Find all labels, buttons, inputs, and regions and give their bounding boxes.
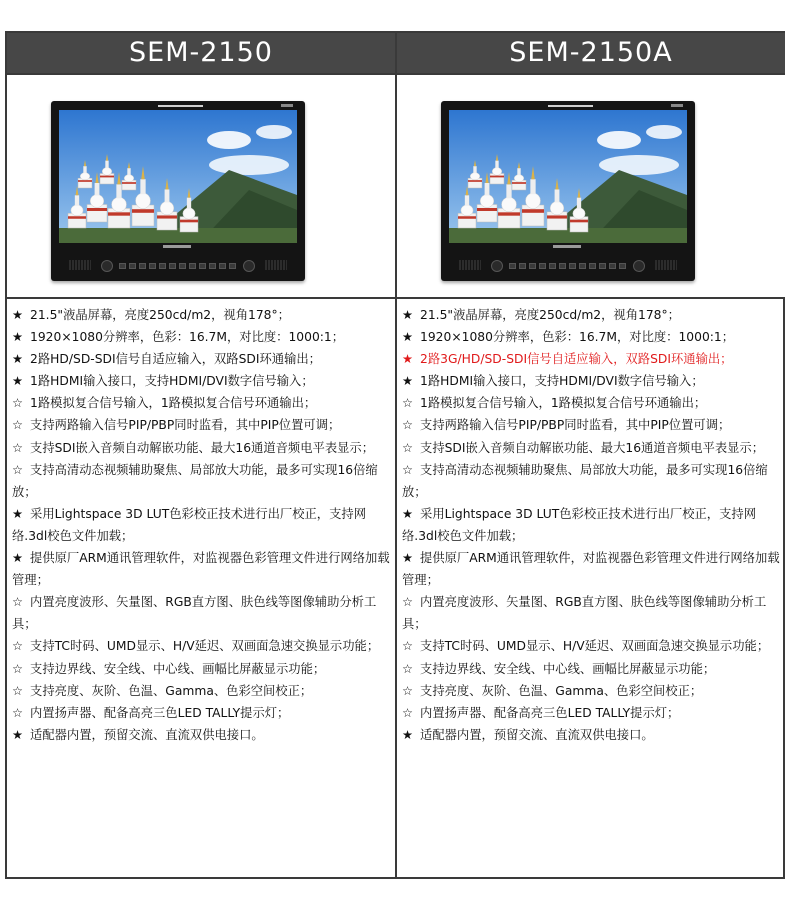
star-outline-icon: ☆ [12, 595, 24, 610]
feature-text: 支持高清动态视频辅助聚焦、局部放大功能，最多可实现16倍缩放； [402, 462, 768, 499]
feature-text: 内置亮度波形、矢量图、RGB直方图、肤色线等图像辅助分析工具； [402, 595, 767, 632]
feature-text: 适配器内置，预留交流、直流双供电接口。 [30, 727, 264, 742]
feature-text: 1920×1080分辨率，色彩：16.7M，对比度：1000:1； [30, 330, 345, 345]
monitor-top-led [548, 105, 593, 107]
star-outline-icon: ☆ [12, 639, 24, 654]
front-panel-button [169, 263, 176, 269]
front-panel-button [569, 263, 576, 269]
model-title: SEM-2150 [7, 33, 395, 75]
feature-text: 采用Lightspace 3D LUT色彩校正技术进行出厂校正，支持网络.3dl校色文件加载； [402, 506, 756, 543]
feature-text: 采用Lightspace 3D LUT色彩校正技术进行出厂校正，支持网络.3dl校色文件加载； [12, 506, 366, 543]
feature-text: 支持两路输入信号PIP/PBP同时监看，其中PIP位置可调； [30, 418, 341, 433]
feature-item [402, 326, 785, 348]
feature-item [402, 503, 785, 547]
feature-text: 支持SDI嵌入音频自动解嵌功能、最大16通道音频电平表显示； [420, 440, 765, 455]
feature-text: 21.5"液晶屏幕，亮度250cd/m2，视角178°； [420, 308, 680, 322]
front-panel-button [579, 263, 586, 269]
star-outline-icon: ☆ [402, 683, 414, 698]
front-panel-button [189, 263, 196, 269]
speaker-grille [265, 260, 287, 270]
star-outline-icon: ☆ [402, 462, 414, 477]
product-image-cell [7, 75, 395, 299]
front-panel-button [149, 263, 156, 269]
speaker-grille [655, 260, 677, 270]
front-panel-button [559, 263, 566, 269]
feature-text: 2路3G/HD/SD-SDI信号自适应输入，双路SDI环通输出； [420, 352, 733, 367]
star-filled-icon: ★ [12, 551, 24, 566]
feature-item [12, 304, 395, 326]
star-filled-icon: ★ [12, 727, 24, 742]
star-outline-icon: ☆ [402, 661, 414, 676]
front-panel-button [219, 263, 226, 269]
control-knob-icon [633, 260, 645, 272]
feature-item [402, 459, 785, 503]
feature-item [12, 547, 395, 591]
feature-text: 支持TC时码、UMD显示、H/V延迟、双画面急速交换显示功能； [30, 639, 380, 654]
feature-text: 内置扬声器、配备高亮三色LED TALLY提示灯； [30, 705, 290, 720]
monitor-screen [59, 110, 297, 243]
power-knob-icon [101, 260, 113, 272]
front-panel-button [119, 263, 126, 269]
brand-logo [553, 245, 581, 248]
model-column-sem-2150a [395, 33, 785, 877]
feature-text: 支持边界线、安全线、中心线、画幅比屏蔽显示功能； [420, 661, 716, 676]
star-filled-icon: ★ [402, 330, 414, 345]
star-outline-icon: ☆ [12, 396, 24, 411]
feature-text: 21.5"液晶屏幕，亮度250cd/m2，视角178°； [30, 308, 290, 322]
control-knob-icon [243, 260, 255, 272]
star-filled-icon: ★ [402, 374, 414, 389]
front-panel-button [589, 263, 596, 269]
speaker-grille [459, 260, 481, 270]
model-column-sem-2150 [7, 33, 395, 877]
feature-text: 1路HDMI输入接口，支持HDMI/DVI数字信号输入； [30, 374, 314, 389]
front-panel-button [549, 263, 556, 269]
feature-item [12, 702, 395, 724]
feature-item [12, 724, 395, 746]
front-panel-button [509, 263, 516, 269]
feature-text: 支持两路输入信号PIP/PBP同时监看，其中PIP位置可调； [420, 418, 731, 433]
front-panel-button [599, 263, 606, 269]
front-panel-button [529, 263, 536, 269]
feature-item [12, 414, 395, 436]
front-panel-button [139, 263, 146, 269]
star-outline-icon: ☆ [402, 418, 414, 433]
feature-item [402, 370, 785, 392]
power-knob-icon [491, 260, 503, 272]
front-panel-button [209, 263, 216, 269]
star-outline-icon: ☆ [402, 440, 414, 455]
feature-item [12, 392, 395, 414]
feature-text: 适配器内置，预留交流、直流双供电接口。 [420, 727, 654, 742]
model-title: SEM-2150A [397, 33, 785, 75]
feature-text: 1路模拟复合信号输入，1路模拟复合信号环通输出； [30, 396, 317, 411]
feature-item [402, 702, 785, 724]
monitor-image [441, 101, 695, 281]
front-panel-button [609, 263, 616, 269]
monitor-bezel [441, 245, 695, 281]
feature-text: 1路模拟复合信号输入，1路模拟复合信号环通输出； [420, 396, 707, 411]
feature-item [402, 658, 785, 680]
monitor-image [51, 101, 305, 281]
feature-item [12, 370, 395, 392]
front-panel-button [199, 263, 206, 269]
star-filled-icon: ★ [402, 308, 414, 322]
front-panel-button [539, 263, 546, 269]
feature-item [402, 392, 785, 414]
star-filled-icon: ★ [402, 506, 414, 521]
front-panel-button [229, 263, 236, 269]
feature-text: 提供原厂ARM通讯管理软件，对监视器色彩管理文件进行网络加载管理； [12, 551, 390, 588]
feature-item [402, 304, 785, 326]
feature-text: 支持亮度、灰阶、色温、Gamma、色彩空间校正； [30, 683, 313, 698]
speaker-grille [69, 260, 91, 270]
star-filled-icon: ★ [12, 352, 24, 367]
feature-text: 内置亮度波形、矢量图、RGB直方图、肤色线等图像辅助分析工具； [12, 595, 377, 632]
feature-item [12, 326, 395, 348]
monitor-screen [449, 110, 687, 243]
feature-text: 支持亮度、灰阶、色温、Gamma、色彩空间校正； [420, 683, 703, 698]
star-outline-icon: ☆ [12, 683, 24, 698]
star-outline-icon: ☆ [402, 705, 414, 720]
star-filled-icon: ★ [402, 352, 414, 367]
front-panel-button [619, 263, 626, 269]
front-panel-button [519, 263, 526, 269]
feature-item [402, 635, 785, 657]
feature-item [402, 414, 785, 436]
front-panel-button [129, 263, 136, 269]
feature-item [402, 591, 785, 635]
front-panel-button [179, 263, 186, 269]
feature-item [12, 459, 395, 503]
star-outline-icon: ☆ [402, 396, 414, 411]
feature-text: 支持边界线、安全线、中心线、画幅比屏蔽显示功能； [30, 661, 326, 676]
feature-item [12, 658, 395, 680]
star-filled-icon: ★ [12, 308, 24, 322]
comparison-table [5, 31, 785, 879]
feature-text: 1路HDMI输入接口，支持HDMI/DVI数字信号输入； [420, 374, 704, 389]
star-filled-icon: ★ [402, 727, 414, 742]
feature-text: 1920×1080分辨率，色彩：16.7M，对比度：1000:1； [420, 330, 735, 345]
feature-list [397, 299, 785, 746]
feature-text: 支持SDI嵌入音频自动解嵌功能、最大16通道音频电平表显示； [30, 440, 375, 455]
star-filled-icon: ★ [12, 374, 24, 389]
star-filled-icon: ★ [12, 330, 24, 345]
star-outline-icon: ☆ [12, 661, 24, 676]
feature-item [402, 724, 785, 746]
feature-text: 内置扬声器、配备高亮三色LED TALLY提示灯； [420, 705, 680, 720]
monitor-top-led [158, 105, 203, 107]
feature-text: 支持TC时码、UMD显示、H/V延迟、双画面急速交换显示功能； [420, 639, 770, 654]
feature-item [12, 635, 395, 657]
star-outline-icon: ☆ [12, 418, 24, 433]
feature-item [12, 503, 395, 547]
feature-item [402, 680, 785, 702]
star-outline-icon: ☆ [12, 440, 24, 455]
star-filled-icon: ★ [12, 506, 24, 521]
feature-item [12, 591, 395, 635]
feature-text: 支持高清动态视频辅助聚焦、局部放大功能，最多可实现16倍缩放； [12, 462, 378, 499]
star-outline-icon: ☆ [12, 705, 24, 720]
feature-item [12, 680, 395, 702]
star-filled-icon: ★ [402, 551, 414, 566]
star-outline-icon: ☆ [402, 639, 414, 654]
monitor-bezel [51, 245, 305, 281]
star-outline-icon: ☆ [12, 462, 24, 477]
monitor-model-plate [671, 104, 683, 107]
feature-item [12, 348, 395, 370]
feature-item [12, 437, 395, 459]
monitor-model-plate [281, 104, 293, 107]
brand-logo [163, 245, 191, 248]
feature-item [402, 348, 785, 370]
product-image-cell [397, 75, 785, 299]
feature-list [7, 299, 395, 746]
feature-item [402, 547, 785, 591]
feature-text: 2路HD/SD-SDI信号自适应输入，双路SDI环通输出； [30, 352, 321, 367]
feature-item [402, 437, 785, 459]
star-outline-icon: ☆ [402, 595, 414, 610]
front-panel-button [159, 263, 166, 269]
feature-text: 提供原厂ARM通讯管理软件，对监视器色彩管理文件进行网络加载管理； [402, 551, 780, 588]
